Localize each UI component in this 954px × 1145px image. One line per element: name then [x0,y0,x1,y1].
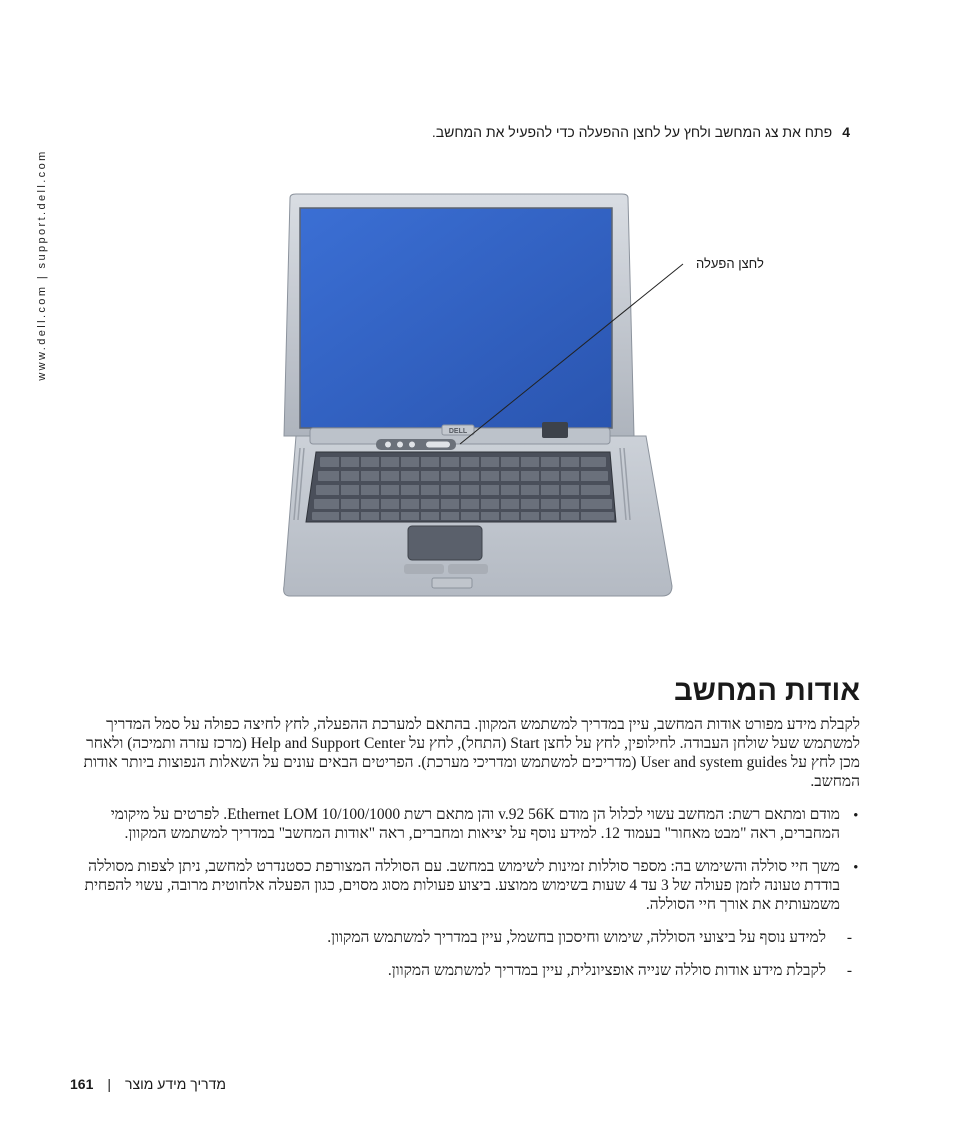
footer-separator: | [107,1076,111,1092]
touchpad [408,526,482,560]
intro-paragraph: לקבלת מידע מפורט אודות המחשב, עיין במדריך למשתמש המקוון. בהתאם למערכת ההפעלה, לחץ לחיצה כפולה על סמל המדריך למשתמש שעל שולחן העבודה. לחילופין, לחץ על לחצן Start (התחל), לחץ על Help and Support Center (מרכז עזרה ותמיכה) ולאחר מכן לחץ על User and system guides (מדריכים למשתמש ומדריכי מערכת). הפריטים הבאים עונים על השאלות הנפוצות ביותר אודות המחשב. [83,716,860,790]
bullet-item-battery [70,857,860,914]
section-body [70,715,860,980]
bullet-text: משך חיי סוללה והשימוש בה: מספר סוללות זמינות לשימוש במחשב. עם הסוללה המצורפת כסטנדרט למחשב, ניתן לצפות מסוללה בודדת טעונה לזמן פעולה של 3 עד 4 שעות בשימוש ממוצע. ביצוע פעולות מסוג מסוים, כגון הפעלה אלחוטית מרובה, עשוי להפחית משמעותית את אורך חיי הסוללה. [84,858,840,913]
section-title: אודות המחשב [674,675,860,707]
step-number: 4 [842,124,850,140]
bullet-list [70,805,860,914]
sub-text: למידע נוסף על ביצועי הסוללה, שימוש וחיסכון בחשמל, עיין במדריך למשתמש המקוון. [327,929,826,946]
callout-power-button-label: לחצן הפעלה [696,256,764,271]
step-instruction [432,124,850,140]
dell-logo: DELL [448,428,468,435]
bullet-item-modem [70,805,860,843]
sub-marker: - [846,962,852,979]
sub-list [70,928,860,980]
side-url [32,130,52,400]
laptop-figure [280,190,780,615]
page-number: 161 [70,1076,94,1092]
bullet-text: מודם ומתאם רשת: המחשב עשוי לכלול הן מודם v.92 56K והן מתאם רשת Ethernet LOM 10/100/1000. לפרטים על מיקומי המחברים, ראה "מבט מאחור" בעמוד 12. למידע נוסף על יציאות ומחברים, ראה "אודות המחשב" במדריך למשתמש המקוון. [110,806,840,842]
laptop-illustration [280,190,780,615]
page-footer [70,1076,226,1092]
bullet-marker: • [853,859,858,874]
sub-marker: - [846,929,852,946]
sub-text: לקבלת מידע אודות סוללה שנייה אופציונלית, עיין במדריך למשתמש המקוון. [387,962,826,979]
side-connector [542,422,568,438]
laptop-screen [300,208,612,428]
bullet-marker: • [853,807,858,822]
guide-title: מדריך מידע מוצר [125,1076,226,1092]
side-url-text: www.dell.com | support.dell.com [36,149,48,381]
sub-item-second-battery [70,961,860,980]
step-text: פתח את צג המחשב ולחץ על לחצן ההפעלה כדי להפעיל את המחשב. [431,124,833,140]
sub-item-battery-performance [70,928,860,947]
